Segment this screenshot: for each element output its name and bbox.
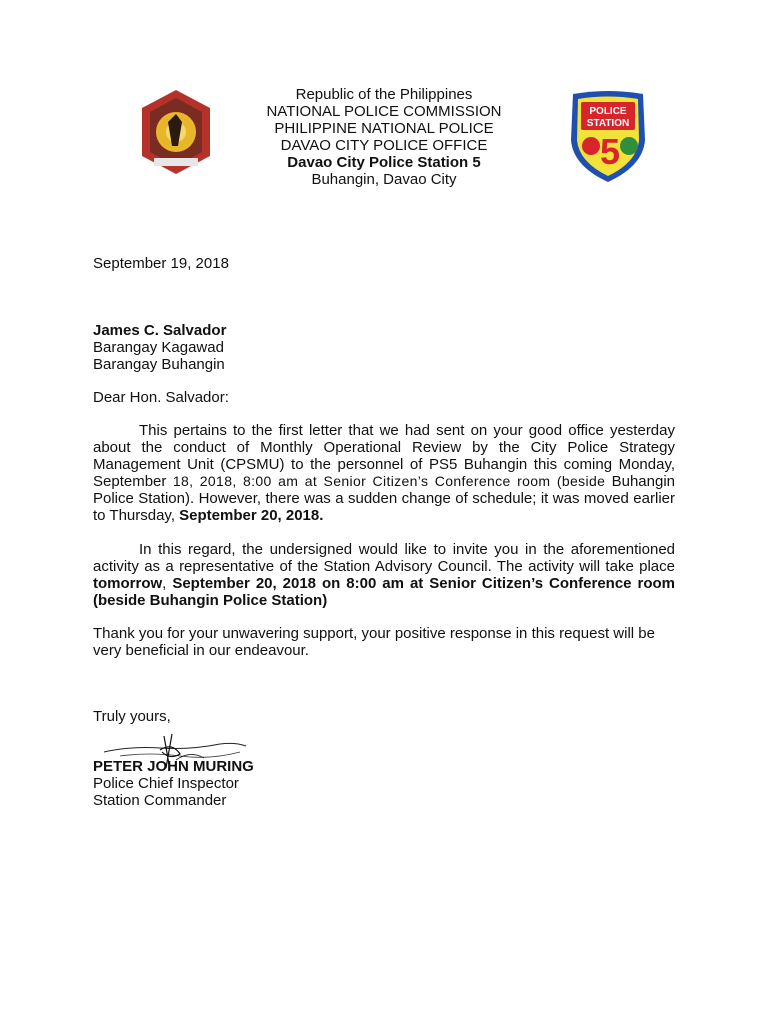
paragraph-3: Thank you for your unwavering support, your positive response in this request will be very beneficial in our endeavour. (93, 625, 655, 659)
signatory-rank: Police Chief Inspector (93, 775, 239, 792)
letterhead-line1: Republic of the Philippines (295, 86, 473, 103)
letterhead (0, 86, 768, 188)
letterhead-line2: NATIONAL POLICE COMMISSION (266, 103, 502, 120)
salutation: Dear Hon. Salvador: (93, 389, 229, 406)
letterhead-station: Davao City Police Station 5 (287, 154, 481, 171)
recipient-title: Barangay Kagawad (93, 339, 224, 356)
badge-line1: POLICE (589, 106, 627, 117)
para2-text-a: In this regard, the undersigned would like to invite you in the aforementioned activity as a representative of the Station Advisory Council. The activity will take place (93, 541, 675, 575)
signatory-block (93, 758, 675, 809)
closing: Truly yours, (93, 708, 171, 725)
paragraph-2 (93, 541, 675, 609)
letter-date: September 19, 2018 (93, 255, 229, 272)
para1-text-b: 18, 2018, 8:00 am at Senior Citizen’s Conference room (beside (166, 473, 606, 489)
para2-schedule: September 20, 2018 on 8:00 am at Senior Citizen’s Conference room (beside Buhangin Police Station) (93, 575, 676, 609)
para1-text-a: This pertains to the first letter that we had sent on your good office yesterday about the conduct of Monthly Operational Review by the City Police Strategy Management Unit (CPSMU) to the personnel of PS5 Buhangin this coming Monday, September (93, 422, 675, 490)
signatory-name: PETER JOHN MURING (93, 758, 254, 775)
para1-text-c: Buhangin Police Station). However, there was a sudden change of schedule; it was moved earlier to Thursday, (93, 473, 676, 524)
letterhead-line4: DAVAO CITY POLICE OFFICE (280, 137, 488, 154)
recipient-org: Barangay Buhangin (93, 356, 225, 373)
para2-tomorrow: tomorrow (93, 575, 163, 592)
para1-date: September 20, 2018. (179, 507, 324, 524)
paragraph-1 (93, 422, 675, 524)
letterhead-line3: PHILIPPINE NATIONAL POLICE (274, 120, 494, 137)
recipient-name: James C. Salvador (93, 322, 227, 339)
letterhead-address: Buhangin, Davao City (311, 171, 457, 188)
para2-comma: , (162, 575, 173, 592)
signatory-position: Station Commander (93, 792, 227, 809)
badge-number: 5 (599, 131, 621, 172)
badge-line2: STATION (586, 118, 630, 129)
recipient-block (93, 322, 675, 373)
